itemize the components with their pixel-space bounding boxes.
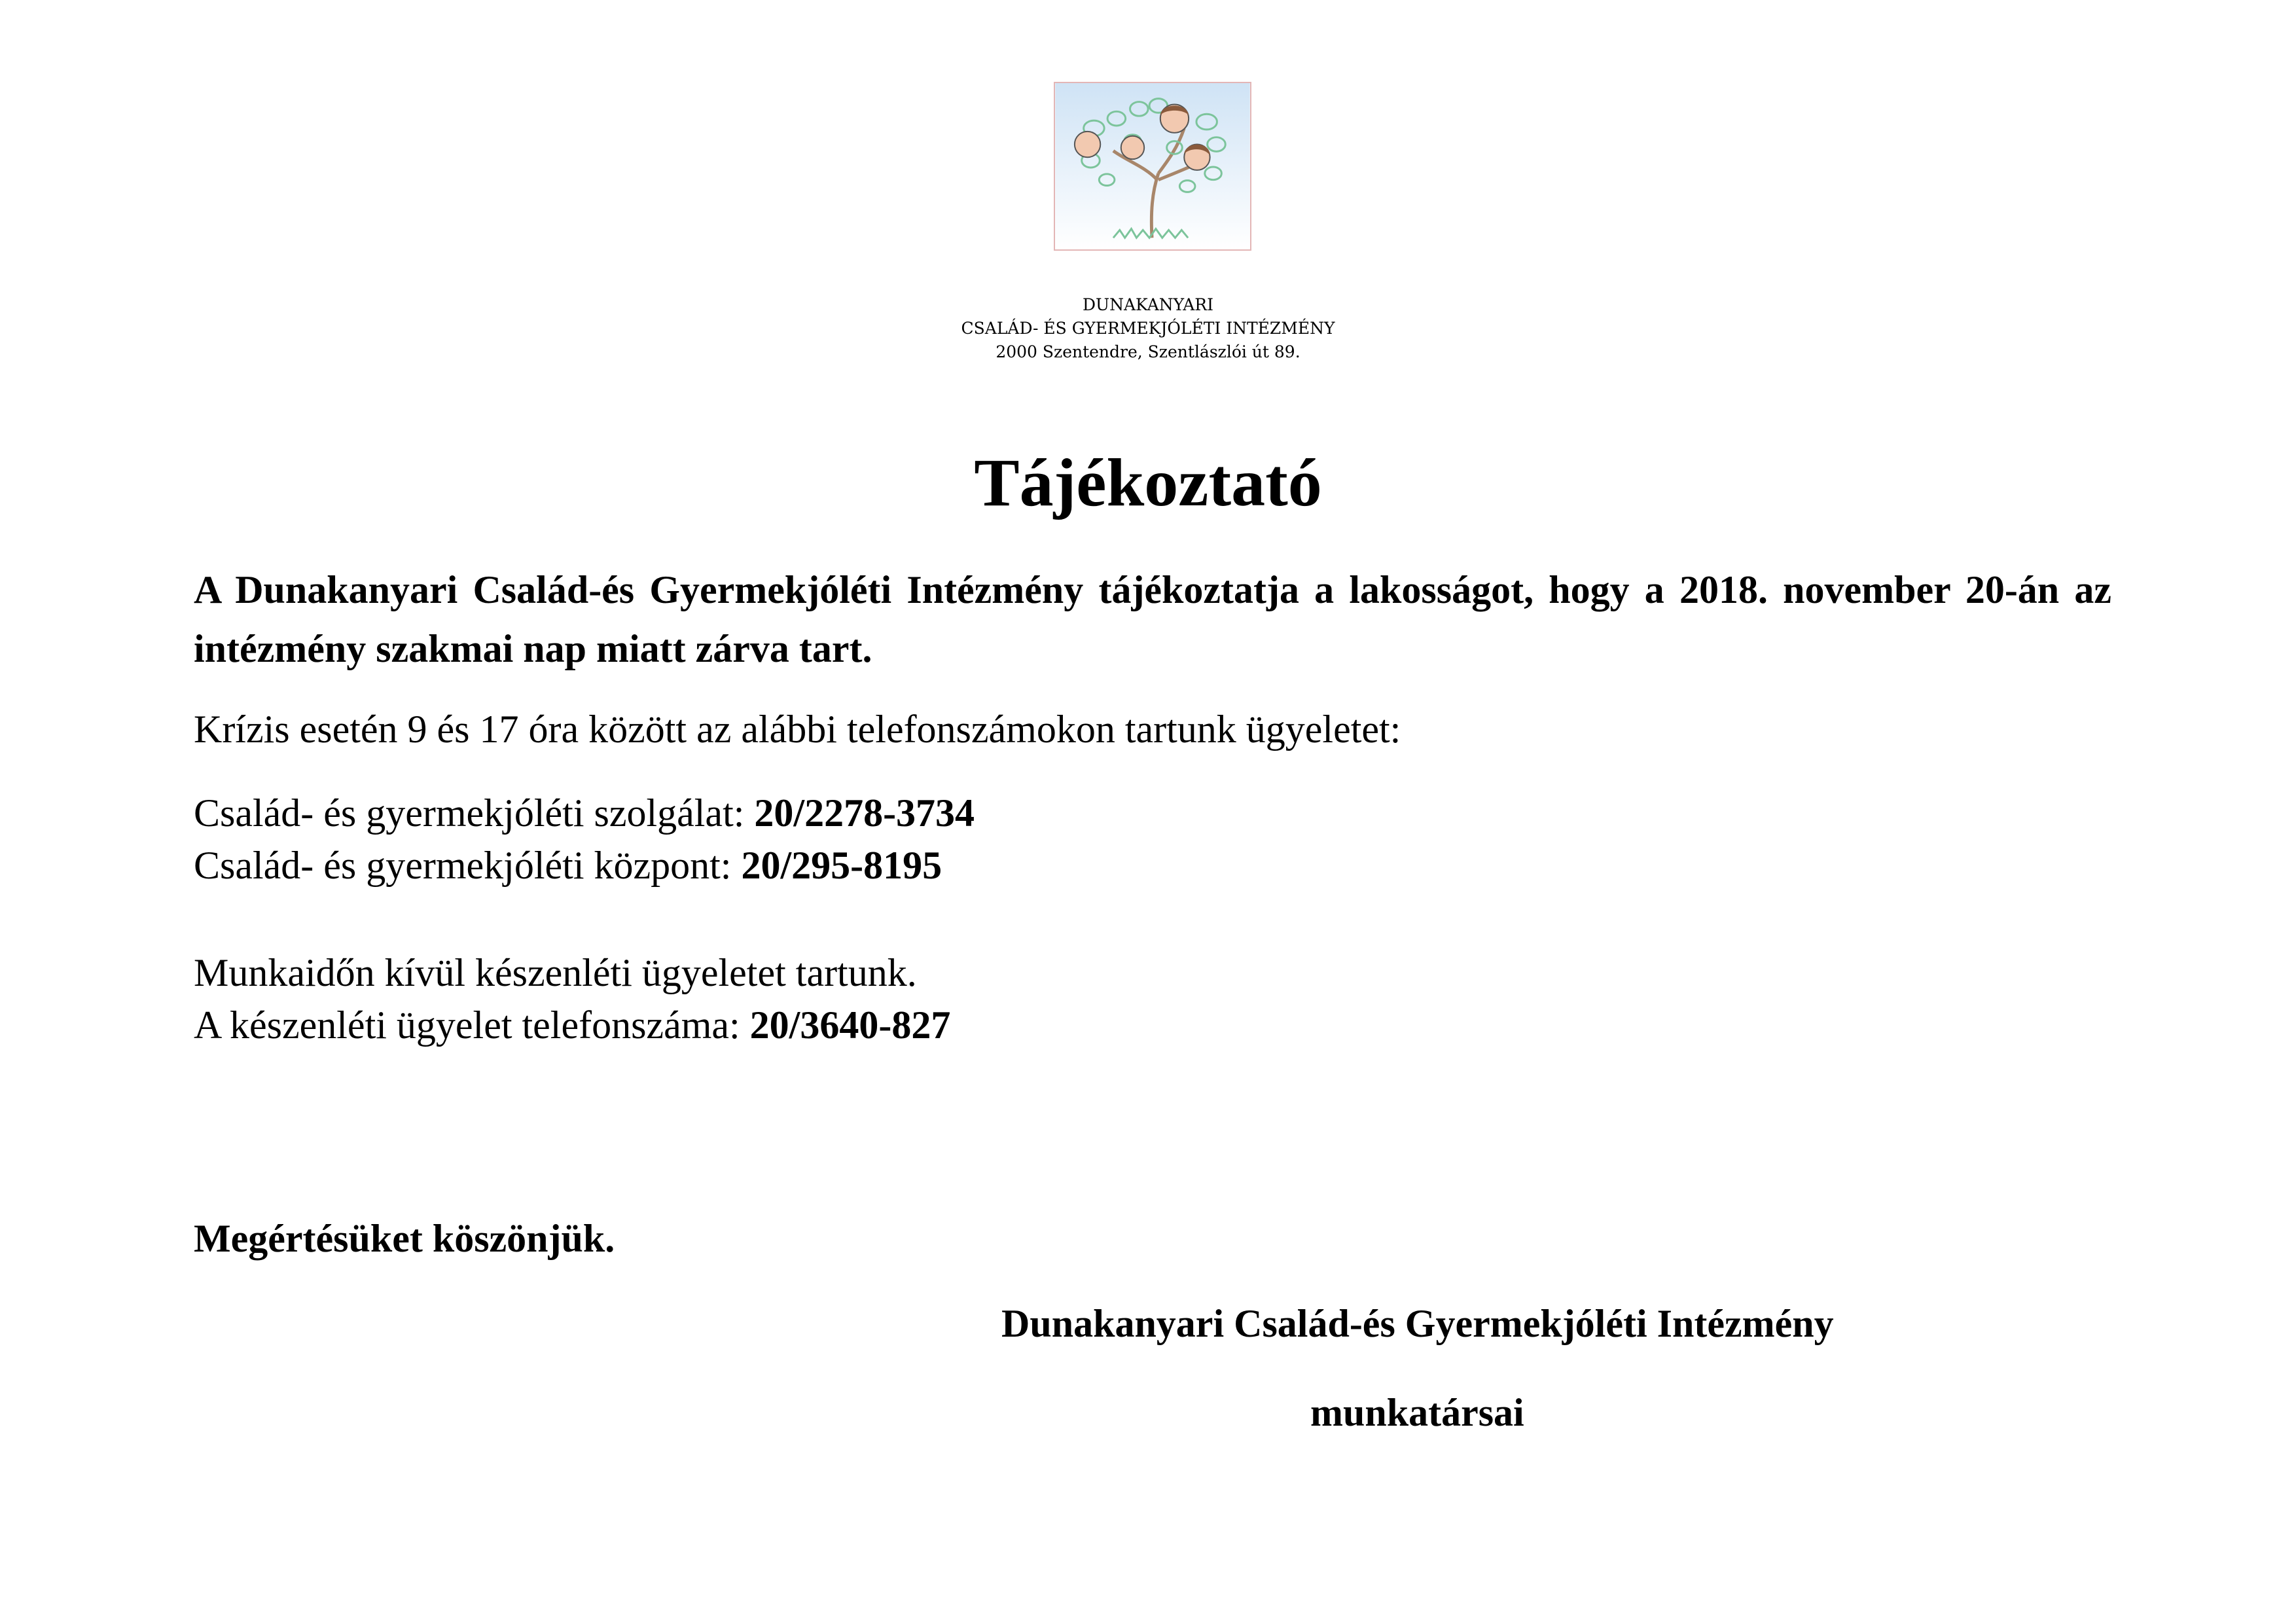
crisis-text: Krízis esetén 9 és 17 óra között az alábbi telefonszámokon tartunk ügyeletet: (194, 708, 1401, 751)
contact-service-phone: 20/2278-3734 (754, 791, 975, 835)
thanks-text: Megértésüket köszönjük. (194, 1217, 615, 1260)
institution-header (0, 293, 2296, 364)
after-hours-text: Munkaidőn kívül készenléti ügyeletet tartunk. (194, 951, 917, 994)
header-institution-line: CSALÁD- ÉS GYERMEKJÓLÉTI INTÉZMÉNY (961, 319, 1335, 338)
contact-service-label: Család- és gyermekjóléti szolgálat: (194, 791, 755, 835)
standby-line (194, 999, 950, 1051)
standby-phone: 20/3640-827 (749, 1003, 951, 1047)
standby-label: A készenléti ügyelet telefonszáma: (194, 1003, 750, 1047)
contact-service (194, 787, 975, 839)
contact-center-label: Család- és gyermekjóléti központ: (194, 844, 742, 887)
family-tree-logo (1054, 82, 1251, 251)
family-tree-logo-icon (1055, 83, 1250, 249)
signature-staff: munkatársai (1310, 1391, 1524, 1434)
header-address-line: 2000 Szentendre, Szentlászlói út 89. (996, 342, 1300, 361)
contact-center-phone: 20/295-8195 (741, 844, 942, 887)
header-name-line: DUNAKANYARI (1083, 295, 1213, 314)
page-title: Tájékoztató (974, 445, 1322, 520)
contact-center (194, 839, 942, 892)
intro-paragraph: A Dunakanyari Család-és Gyermekjóléti Intézmény tájékoztatja a lakosságot, hogy a 2018. november 20-án az intézmény szakmai nap miatt zárva tart. (194, 568, 2111, 670)
signature-institution: Dunakanyari Család-és Gyermekjóléti Intézmény (1001, 1302, 1834, 1345)
